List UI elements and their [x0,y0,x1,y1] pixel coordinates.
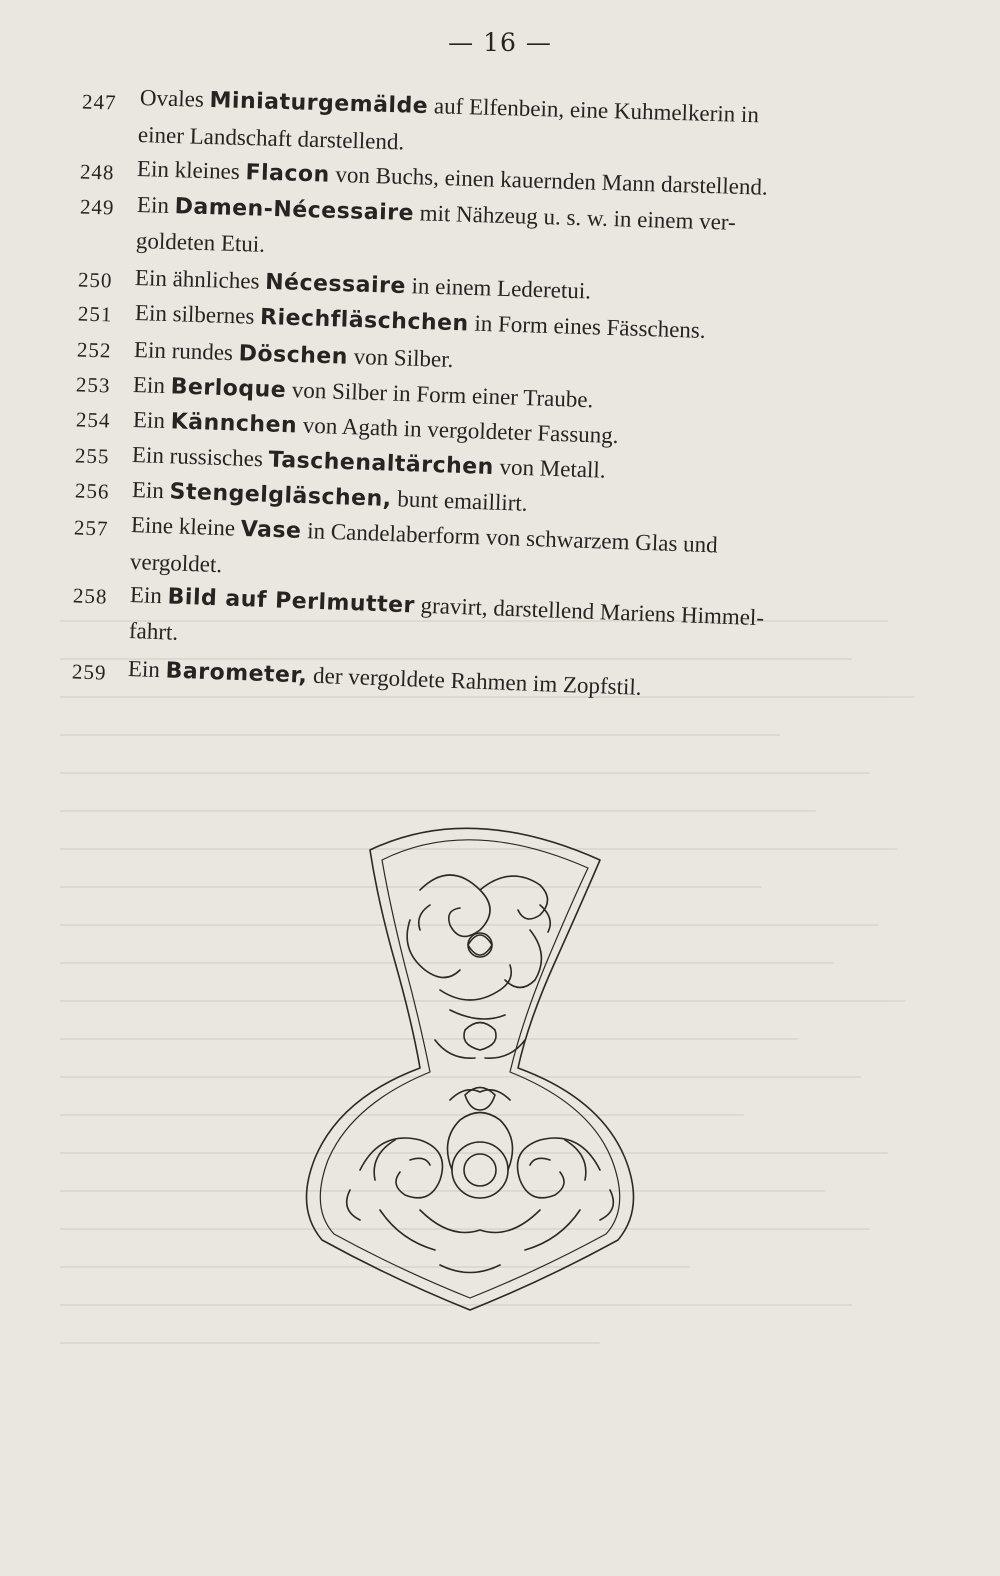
entry-number: 250 [77,267,113,293]
catalog-entry-list [0,0,1000,760]
entry-text-line: Ein Damen-Nécessaire mit Nähzeug u. s. w. in einem ver- [136,192,737,235]
entry-text-line: Ein russisches Taschenaltärchen von Metall. [131,442,606,483]
entry-text-line: Ein Berloque von Silber in Form einer Traube. [132,372,594,413]
entry-number: 249 [79,194,115,220]
entry-keyword: Stengelgläschen, [169,479,392,513]
entry-text-line: Ein Stengelgläschen, bunt emaillirt. [131,477,529,516]
entry-text-line: Ovales Miniaturgemälde auf Elfenbein, eine Kuhmelkerin in [139,85,760,128]
entry-text-line: Ein kleines Flacon von Buchs, einen kauernden Mann darstellend. [136,156,769,200]
entry-number: 256 [74,478,110,504]
entry-keyword: Barometer, [165,658,308,689]
entry-keyword: Riechfläschchen [259,304,470,337]
entry-text-line: fahrt. [128,618,179,645]
entry-keyword: Vase [240,516,302,544]
entry-keyword: Miniaturgemälde [209,87,429,120]
entry-text-line: Ein Barometer, der vergoldete Rahmen im Zopfstil. [127,656,642,700]
entry-keyword: Taschenaltärchen [268,447,495,480]
entry-number: 259 [71,659,107,685]
entry-text-line: Ein silbernes Riechfläschchen in Form eines Fässchens. [134,300,707,343]
entry-text-line: goldeten Etui. [135,228,266,257]
entry-number: 254 [75,407,111,433]
entry-text-line: Ein rundes Döschen von Silber. [133,337,454,373]
entry-keyword: Bild auf Perlmutter [167,584,416,619]
entry-number: 252 [76,337,112,363]
entry-number: 247 [81,89,117,115]
entry-number: 248 [79,159,115,185]
entry-number: 251 [77,301,113,327]
entry-number: 257 [73,515,109,541]
entry-keyword: Kännchen [170,409,298,439]
entry-text-line: Ein Bild auf Perlmutter gravirt, darstellend Mariens Himmel- [129,582,765,631]
entry-text-line: Eine kleine Vase in Candelaberform von schwarzem Glas und [130,512,719,558]
entry-number: 253 [75,372,111,398]
entry-text-line: vergoldet. [129,549,223,578]
entry-text-line: Ein ähnliches Nécessaire in einem Lederetui. [134,265,592,304]
entry-keyword: Damen-Nécessaire [174,194,415,227]
entry-text-line: einer Landschaft darstellend. [137,122,405,155]
entry-number: 255 [74,443,110,469]
entry-keyword: Flacon [245,160,331,188]
entry-keyword: Nécessaire [264,269,407,300]
entry-keyword: Döschen [238,341,349,370]
page-number: — 16 — [448,28,552,57]
entry-text-line: Ein Kännchen von Agath in vergoldeter Fassung. [132,407,619,449]
entry-keyword: Berloque [170,374,287,404]
entry-number: 258 [72,583,108,609]
engraved-ornamental-plaque-icon [300,810,660,1330]
